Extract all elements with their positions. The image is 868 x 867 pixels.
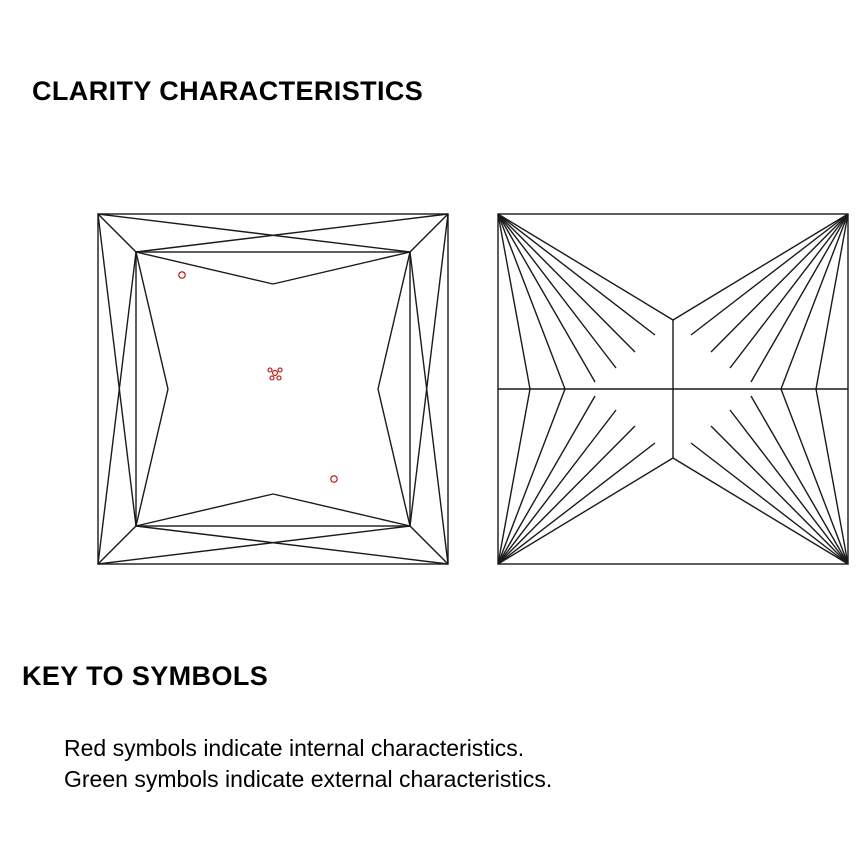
legend-line-internal: Red symbols indicate internal characteristics. (64, 735, 525, 761)
diagram-area (60, 200, 860, 590)
pavilion-view-plot[interactable] (498, 214, 848, 564)
legend-block (64, 733, 824, 795)
clarity-plot-diagrams (60, 200, 860, 590)
inclusion-crystal-upper-left (179, 272, 185, 278)
legend-line-external: Green symbols indicate external characteristics. (64, 766, 553, 792)
page-title-clarity-characteristics: CLARITY CHARACTERISTICS (32, 76, 424, 106)
crown-view-plot[interactable] (98, 214, 448, 564)
inclusion-cloud-center (268, 368, 282, 380)
crown-inclusion-markers (179, 272, 337, 482)
section-title-key-to-symbols: KEY TO SYMBOLS (22, 661, 269, 691)
inclusion-crystal-lower-right (331, 476, 337, 482)
